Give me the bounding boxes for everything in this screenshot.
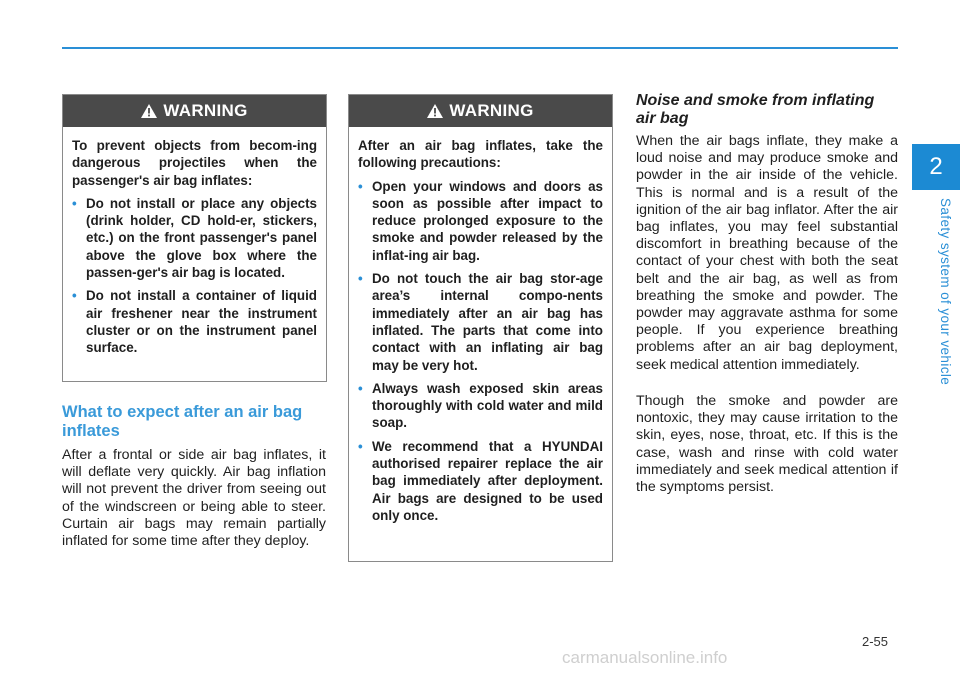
section-heading-after-inflation: What to expect after an air bag inflates	[62, 403, 303, 440]
warning-item: • Do not install or place any objects (drink holder, CD hold-er, stickers, etc.) on the front passenger's panel above the glove box where the passen-ger's air bag is located.	[72, 195, 317, 281]
section-heading-noise-smoke: Noise and smoke from inflating air bag	[636, 92, 875, 127]
warning-heading: WARNING	[163, 101, 248, 120]
warning-heading: WARNING	[449, 101, 534, 120]
warning-item: • We recommend that a HYUNDAI authorised repairer replace the air bag immediately after deployment. Air bags are designed to be used only once.	[358, 438, 603, 523]
warning-triangle-icon	[141, 104, 157, 118]
watermark: carmanualsonline.info	[562, 648, 728, 667]
warning-intro: After an air bag inflates, take the following precautions:	[358, 138, 603, 171]
warning-header	[349, 95, 612, 127]
warning-body	[349, 127, 612, 524]
page-number: 2-55	[862, 634, 889, 649]
top-rule	[62, 47, 898, 49]
warning-box-projectiles	[62, 94, 327, 382]
warning-item: • Open your windows and doors as soon as possible after impact to reduce prolonged exposure to the smoke and powder released by the inflat-ing air bag.	[358, 178, 603, 263]
warning-list	[358, 178, 603, 525]
bullet: •	[358, 271, 363, 287]
warning-intro: To prevent objects from becom-ing dangerous projectiles when the passenger's air bag inflates:	[72, 138, 317, 188]
chapter-tab: 2	[912, 144, 960, 190]
section-body-after-inflation: After a frontal or side air bag inflates, it will deflate very quickly. Air bag inflation will not prevent the driver from seeing out of the windscreen or being able to steer. Curtain air bags may remain partially inflated for some time after they deploy.	[62, 447, 326, 550]
warning-item: • Always wash exposed skin areas thoroughly with cold water and mild soap.	[358, 380, 603, 431]
section-body-noise-smoke: When the air bags inflate, they make a loud noise and may produce smoke and powder in the air inside of the vehicle. This is normal and is a result of the ignition of the air bag inflator. After the air bag inflates, you may feel substantial discomfort in breathing because of the contact of your chest with both the seat belt and the air bag, as well as from breathing the smoke and powder. The powder may aggravate asthma for some people. If you experience breathing problems after an air bag deployment, seek medical attention immediately.	[636, 133, 898, 373]
warning-triangle-icon	[427, 104, 443, 118]
bullet: •	[358, 380, 363, 396]
warning-box-precautions	[348, 94, 613, 562]
bullet: •	[72, 195, 77, 211]
warning-header	[63, 95, 326, 127]
bullet: •	[358, 438, 363, 454]
warning-body	[63, 127, 326, 357]
section-body-noise-smoke-2: Though the smoke and powder are nontoxic, they may cause irritation to the skin, eyes, nose, throat, etc. If this is the case, wash and rinse with cold water immediately and seek medical attention if the symptoms persist.	[636, 393, 898, 496]
bullet: •	[72, 288, 77, 304]
warning-item: • Do not touch the air bag stor-age area’s internal compo-nents immediately after an air bag has inflated. The parts that come into contact with an inflating air bag may be very hot.	[358, 271, 603, 373]
chapter-title: Safety system of your vehicle	[938, 198, 953, 386]
warning-item: • Do not install a container of liquid air freshener near the instrument cluster or on the instrument panel surface.	[72, 288, 317, 356]
warning-list	[72, 195, 317, 357]
bullet: •	[358, 178, 363, 194]
